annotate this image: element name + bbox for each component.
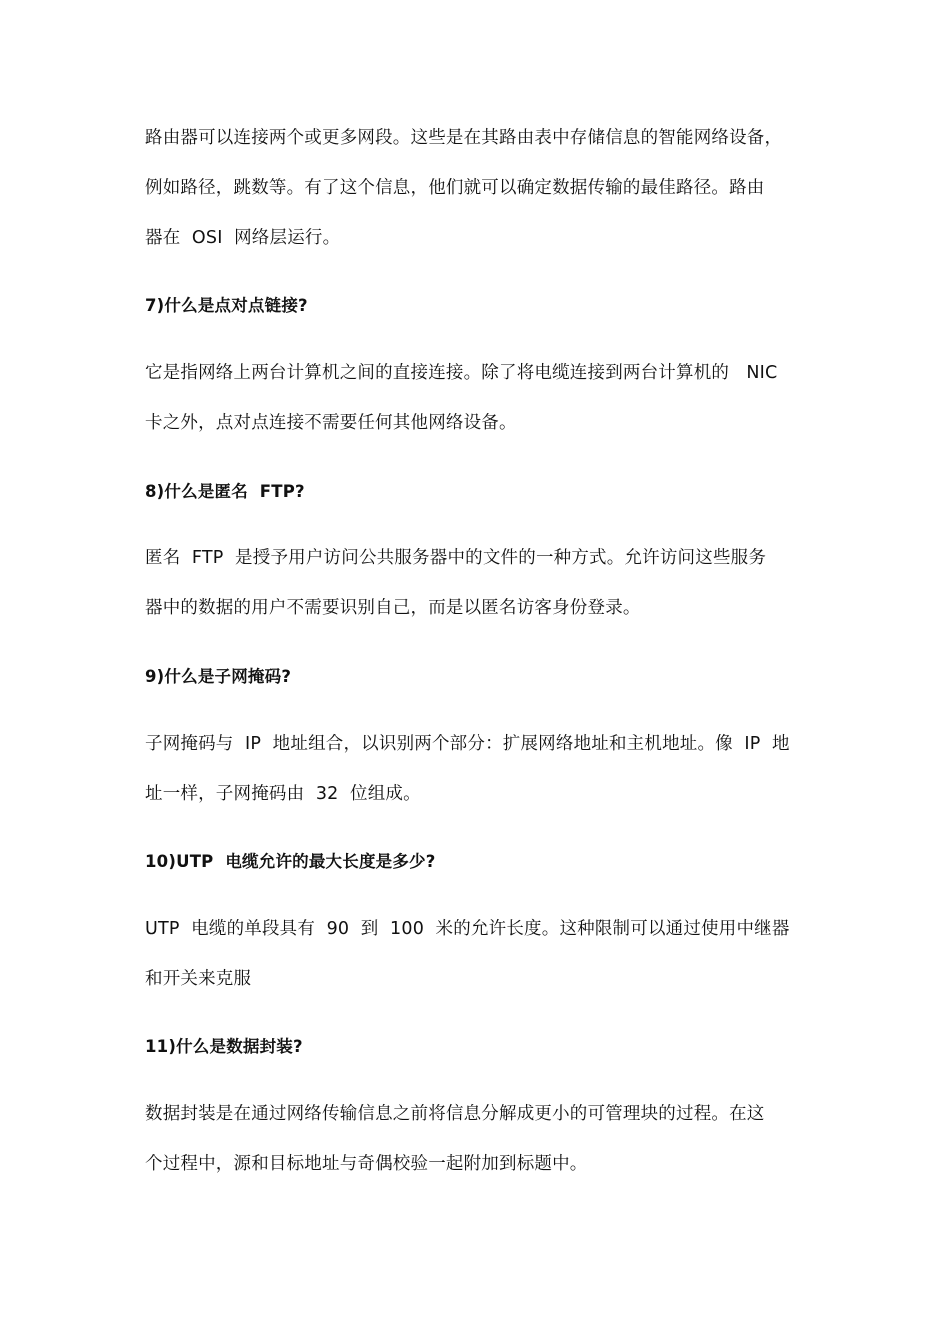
- answer-10-line-2: 和开关来克服: [145, 969, 252, 989]
- answer-8-line-1: 匿名 FTP 是授予用户访问公共服务器中的文件的一种方式。允许访问这些服务: [145, 548, 767, 568]
- question-10-heading: 10)UTP 电缆允许的最大长度是多少?: [145, 852, 436, 871]
- answer-9-line-2: 址一样，子网掩码由 32 位组成。: [145, 784, 421, 804]
- answer-7-line-1: 它是指网络上两台计算机之间的直接连接。除了将电缆连接到两台计算机的 NIC: [145, 363, 778, 383]
- intro-line-1: 路由器可以连接两个或更多网段。这些是在其路由表中存储信息的智能网络设备，: [145, 128, 783, 148]
- question-7-heading: 7)什么是点对点链接?: [145, 296, 308, 315]
- answer-8-line-2: 器中的数据的用户不需要识别自己，而是以匿名访客身份登录。: [145, 598, 641, 618]
- answer-7-line-2: 卡之外，点对点连接不需要任何其他网络设备。: [145, 413, 517, 433]
- question-11-heading: 11)什么是数据封装?: [145, 1037, 303, 1056]
- intro-line-3: 器在 OSI 网络层运行。: [145, 228, 341, 248]
- answer-11-line-1: 数据封装是在通过网络传输信息之前将信息分解成更小的可管理块的过程。在这: [145, 1104, 765, 1124]
- answer-11-line-2: 个过程中，源和目标地址与奇偶校验一起附加到标题中。: [145, 1154, 588, 1174]
- intro-line-2: 例如路径，跳数等。有了这个信息，他们就可以确定数据传输的最佳路径。路由: [145, 178, 765, 198]
- answer-9-line-1: 子网掩码与 IP 地址组合，以识别两个部分：扩展网络地址和主机地址。像 IP 地: [145, 734, 790, 754]
- question-9-heading: 9)什么是子网掩码?: [145, 667, 292, 686]
- question-8-heading: 8)什么是匿名 FTP?: [145, 482, 305, 501]
- answer-10-line-1: UTP 电缆的单段具有 90 到 100 米的允许长度。这种限制可以通过使用中继器: [145, 919, 790, 939]
